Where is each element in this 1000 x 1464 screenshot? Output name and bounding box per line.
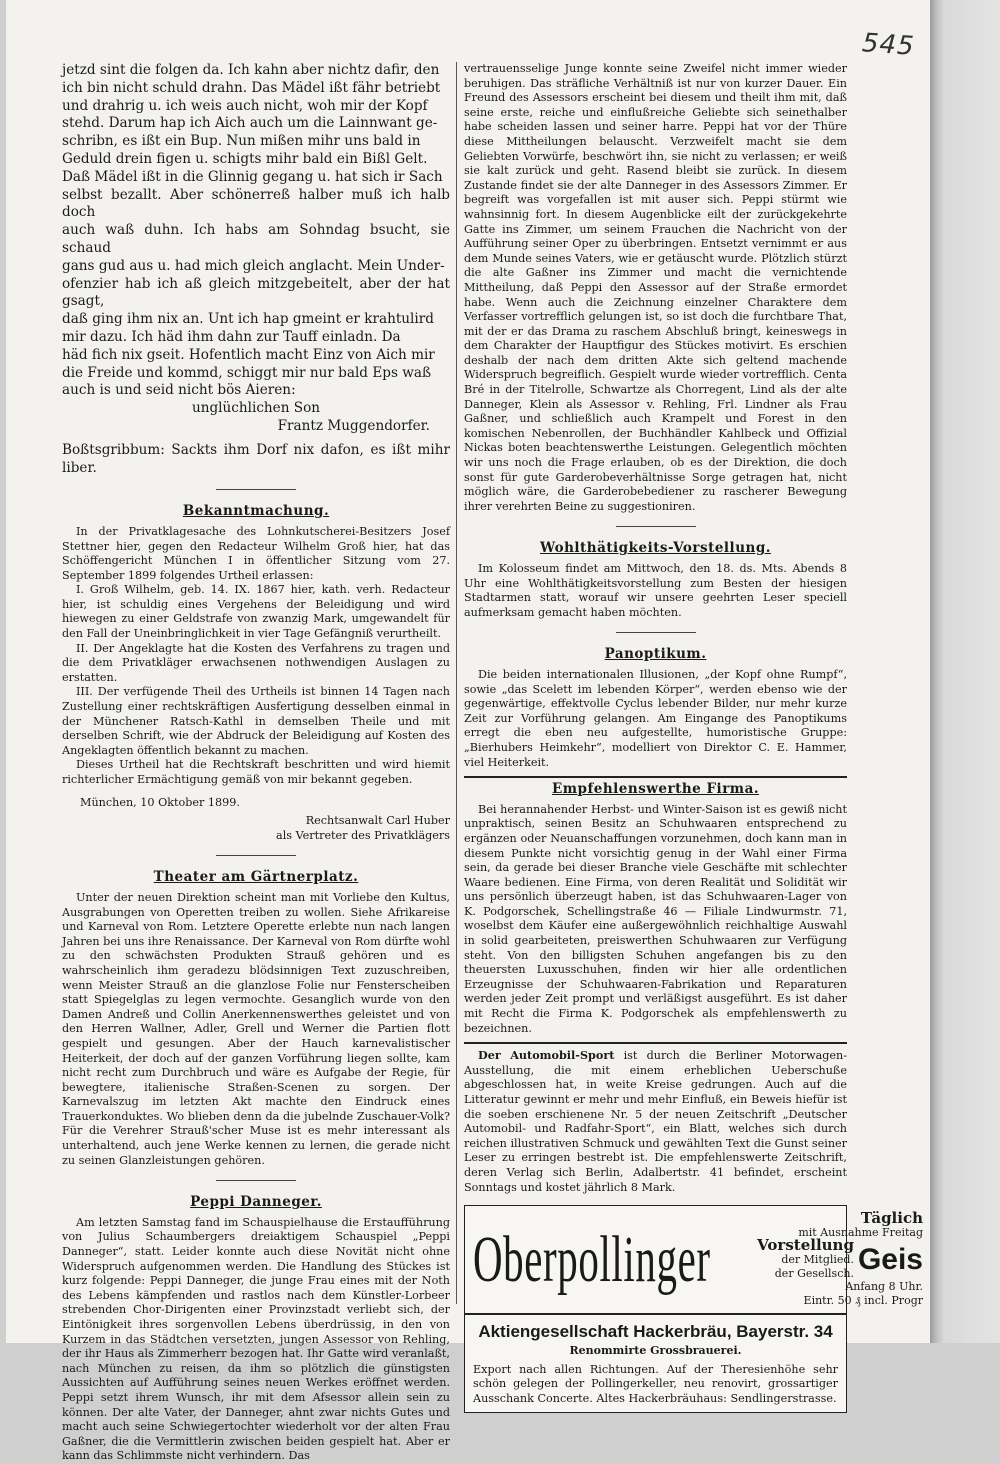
letter-line: ofenzier hab ich aß gleich mitzgebeitelt, aber der hat gsagt, — [62, 275, 450, 310]
automobil-lead: Der Automobil-Sport — [478, 1048, 615, 1063]
paragraph: vertrauensselige Junge konnte seine Zweifel nicht immer wieder beruhigen. Das sträfliche Verhältniß ist nur von kurzer Dauer. Ein Freund des Assessors erscheint bei diesem und theilt ihm mit, daß seine erste, reiche und einflußreiche Geliebte sich seinethalber habe scheiden lassen und seiner harre. Peppi hat vor der Thüre diese Mittheilungen belauscht. Verzweifelt macht sie dem Geliebten Vorwürfe, beschwört ihn, sie nicht zu verlassen; er weiß sie kalt zurück und geht. Rasend bleibt sie zurück. In diesem Zustande findet sie der alte Danneger in des Assessors Zimmer. Er begreift was vorgefallen ist mit auser sich. Peppi stürmt wie wahnsinnig fort. In diesem Augenblicke eilt der zurückgekehrte Gatte ins Zimmer, um seinem Frauchen die Nachricht von der Aufführung seiner Oper zu überbringen. Entsetzt vernimmt er aus dem Munde seines Vaters, wie er getäuscht wurde. Plötzlich stürzt die alte Gaßner ins Zimmer und macht die vernichtende Mittheilung, daß Peppi den Assessor auf der Straße ermordet habe. Wenn auch die Zeichnung einzelner Charaktere dem Verfasser vortrefflich gelungen ist, so ist doch die furchtbare That, mit der er das Drama zu raschem Abschluß bringt, keineswegs in dem Charakter der Hauptfigur des Stückes motivirt. Es erschien deshalb der nach dem dritten Akte sich geltend machende Widerspruch begreiflich. Gespielt wurde wieder vortrefflich. Centa Bré in der Titelrolle, Schwartze als Chorregent, Lind als der alte Danneger, Klein als Assessor v. Rehling, Frl. Lindner als Frau Gaßner, und schließlich auch Krampelt und Forest in den komischen Nebenrollen, der Buchhändler Kahlbeck und Offizial Nickas boten beachtenswerthe Leistungen. Gelegentlich möchten wir uns noch die Frage erlauben, ob es der Direktion, die doch sonst für gute Garderobeverhältnisse Sorge getragen hat, nicht möglich wäre, die Garderobebediener zu rascherer Bewegung ihrer verehrten Beine zu suggestioniren. — [464, 62, 847, 513]
dialect-letter — [62, 62, 450, 477]
letter-line: Daß Mädel ißt in die Glinnig gegang u. hat sich ir Sach — [62, 168, 443, 185]
ad-brewery-subtitle: Renommirte Grossbrauerei. — [569, 1343, 742, 1357]
wohltaetigkeit-section — [464, 541, 847, 620]
ad-daily: Täglich — [860, 1209, 923, 1228]
section-heading: Wohlthätigkeits-Vorstellung. — [540, 540, 771, 557]
automobil-section — [464, 1048, 847, 1195]
section-divider — [616, 632, 696, 633]
left-column — [62, 62, 450, 1464]
notice-date: München, 10 Oktober 1899. — [80, 795, 240, 809]
peppi-continuation — [464, 62, 847, 514]
paragraph: Am letzten Samstag fand im Schauspielhause die Erstaufführung von Julius Schaumbergers dreiaktigem Schauspiel „Peppi Danneger“, statt. Leider konnte auch diese Novität nicht ohne Widerspruch aufgenommen werden. Die Handlung des Stückes ist kurz folgende: Peppi Danneger, die junge Frau eines mit der Noth des Lebens kämpfenden und rastlos nach dem Künstler-Lorbeer strebenden Chor-Dirigenten einer Provinzstadt verliebt sich, der Eintönigkeit ihres sorgenvollen Lebens überdrüssig, in den von Kurzem in das Städtchen versetzten, jungen Assessor von Rehling, der ihr Haus als Zimmerherr bezogen hat. Ihr Gatte wird veranlaßt, nach München zu reisen, da ihm so plötzlich die günstigsten Aussichten auf Aufführung seines neuen Werkes eröffnet werden. Peppi setzt ihrem Wunsch, ihr mit dem Afsessor allein sein zu können. Der alte Vater, der Danneger, ahnt zwar nichts Gutes und macht auch seine Schwiegertochter wiederholt vor der alten Frau Gaßner, die die Vermittlerin zwischen beiden gespielt hat. Aber er kann das Schlimmste nicht verhindern. Das — [62, 1215, 450, 1463]
ad-start-time: Anfang 8 Uhr. — [845, 1280, 923, 1294]
section-divider — [216, 855, 296, 856]
letter-line: die Freide und kommd, schiggt mir nur bald Eps waß — [62, 364, 432, 381]
section-rule — [464, 776, 847, 778]
paragraph: I. Groß Wilhelm, geb. 14. IX. 1867 hier, kath. verh. Redacteur hier, ist schuldig eines Vergehens der Beleidigung und wird hiewegen zu einer Geldstrafe von zwanzig Mark, umgewandelt für den Fall der Uneinbringlichkeit in vier Tage Gefängniß verurtheilt. — [62, 583, 450, 641]
bekanntmachung-section — [62, 504, 450, 843]
ad-society: der Gesellsch. — [774, 1266, 854, 1280]
paragraph: Unter der neuen Direktion scheint man mit Vorliebe den Kultus, Ausgrabungen von Operetten treiben zu wollen. Siehe Afrikareise und Karneval von Rom. Letztere Operette erlebte nun nach langen Jahren bei uns ihre Renaissance. Der Karneval von Rom dürfte wohl zu den schwächsten Produkten Strauß gehören und es wahrscheinlich ihm geradezu blödsinnigen Text zuzuschreiben, wenn Meister Strauß an die glanzlose Folie nur Fensterscheiben statt Spiegelglas zu legen vermochte. Gesanglich wurde von den Damen Andreß und Collin Anerkennenswerthes geleistet und von den Herren Wallner, Adler, Grell und Werner die Partien flott gespielt und gesungen. Aber der Hauch karnevalistischer Heiterkeit, der doch auf der ganzen Vorführung liegen sollte, kam nicht recht zum Durchbruch und wäre es Aufgabe der Regie, für bewegtere, italienische Straßen-Scenen zu sorgen. Der Karnevalszug im letzten Akt machte den Eindruck eines Trauerkonduktes. Wo blieben denn da die jubelnde Zuschauer-Volk? Für die Verehrer Strauß'scher Muse ist es mehr interessant als unterhaltend, auch jene Werke kennen zu lernen, die gerade nicht zu seinen Glanzleistungen gehören. — [62, 890, 450, 1167]
letter-line: gans gud aus u. had mich gleich anglacht. Mein Under- — [62, 257, 445, 274]
letter-signature: Frantz Muggendorfer. — [277, 417, 430, 434]
letter-line: daß ging ihm nix an. Unt ich hap gmeint er krahtulird — [62, 311, 434, 328]
advertisement — [464, 1205, 923, 1413]
letter-line: Geduld drein figen u. schigts mihr bald ein Bißl Gelt. — [62, 150, 428, 167]
paragraph: III. Der verfügende Theil des Urtheils ist binnen 14 Tagen nach Zustellung einer rechtskräftigen Ausfertigung desselben einmal in der Münchener Ratsch-Kathl in demselben Theile und mit derselben Schrift, wie der Abdruck der Beleidigung auf Kosten des Angeklagten öffentlich bekannt zu machen. — [62, 685, 450, 757]
notice-signature-role: als Vertreter des Privatklägers — [276, 828, 450, 842]
notice-signature: Rechtsanwalt Carl Huber — [305, 814, 450, 828]
column-divider — [456, 62, 457, 1304]
section-heading: Panoptikum. — [604, 646, 707, 663]
panoptikum-section — [464, 647, 847, 770]
letter-line: selbst bezallt. Aber schönerreß halber muß ich halb doch — [62, 186, 450, 221]
ad-divider — [465, 1313, 846, 1315]
automobil-text: ist durch die Berliner Motorwagen-Ausstellung, die mit einem erheblichen Ueberschuße abgeschlossen hat, in weite Kreise gedrungen. Auch auf die Litteratur gewinnt er mehr und mehr Einfluß, ein Beweis hiefür ist die soeben erschienene Nr. 5 der neuen Zeitschrift „Deutscher Automobil- und Radfahr-Sport“, ein Blatt, welches sich durch reichen illustrativen Schmuck und gewählten Text die Gunst seiner Leser zu erringen bestrebt ist. Die empfehlenswerte Zeitschrift, deren Verlag sich Berlin, Adalbertstr. 41 befindet, erscheint Sonntags und kostet jährlich 8 Mark. — [464, 1049, 848, 1194]
section-divider — [216, 489, 296, 490]
paragraph: Im Kolosseum findet am Mittwoch, den 18. ds. Mts. Abends 8 Uhr eine Wohlthätigkeitsvorstellung zum Besten der hiesigen Stadtarmen statt, worauf wir unsere geehrten Leser speciell aufmerksam gemacht haben möchten. — [464, 562, 847, 619]
paragraph: In der Privatklagesache des Lohnkutscherei-Besitzers Josef Stettner hier, gegen den Redacteur Wilhelm Groß hier, hat das Schöffengericht München I in öffentlicher Sitzung vom 27. September 1899 folgendes Urtheil erlassen: — [62, 524, 450, 582]
letter-line: und drahrig u. ich weis auch nicht, woh mir der Kopf — [62, 97, 428, 114]
letter-postscript: Boßtsgribbum: Sackts ihm Dorf nix dafon, es ißt mihr liber. — [62, 441, 450, 476]
section-heading: Peppi Danneger. — [190, 1194, 322, 1211]
page-edge-shadow — [930, 0, 1000, 1343]
paragraph: II. Der Angeklagte hat die Kosten des Verfahrens zu tragen und die dem Privatkläger erwachsenen nothwendigen Auslagen zu erstatten. — [62, 641, 450, 684]
ad-hackerbraeu: Aktiengesellschaft Hackerbräu, Bayerstr. 34 — [478, 1321, 833, 1341]
ad-entry: Eintr. 50 ₰ incl. Progr — [803, 1293, 923, 1307]
ad-geis: Geis — [857, 1242, 923, 1276]
section-heading: Bekanntmachung. — [182, 503, 330, 520]
ad-export-text: Export nach allen Richtungen. Auf der Theresienhöhe sehr schön gelegen der Pollingerkeller, neu renovirt, grossartiger Ausschank Concerte. Altes Hackerbräuhaus: Sendlingerstrasse. — [473, 1363, 838, 1405]
letter-line: auch is und seid nicht bös Aieren: — [62, 382, 296, 399]
letter-line: mir dazu. Ich häd ihm dahn zur Tauff einladn. Da — [62, 328, 401, 345]
right-column — [464, 62, 923, 1413]
letter-line: schribn, es ißt ein Bup. Nun mißen mihr uns bald in — [62, 133, 421, 150]
letter-line: stehd. Darum hap ich Aich auch um die Lainnwant ge- — [62, 115, 438, 132]
section-divider — [616, 526, 696, 527]
letter-line: auch waß duhn. Ich habs am Sohndag bsucht, sie schaud — [62, 222, 450, 256]
paragraph: Die beiden internationalen Illusionen, „der Kopf ohne Rumpf“, sowie „das Scelett im lebenden Körper“, werden ebenso wie der gegenwärtige, effektvolle Cyclus lebender Bilder, nur mehr kurze Zeit zur Vorführung gelangen. Am Eingange des Panoptikums erregt die eben neu aufgestellte, humoristische Gruppe: „Bierhubers Heimkehr“, modelliert von Direktor C. E. Hammer, viel Heiterkeit. — [464, 667, 847, 769]
section-rule — [464, 1042, 847, 1044]
section-divider — [216, 1180, 296, 1181]
section-heading: Theater am Gärtnerplatz. — [153, 869, 359, 886]
ad-show-info — [757, 1209, 923, 1307]
letter-line: jetzd sint die folgen da. Ich kahn aber nichtz dafir, den — [62, 62, 440, 78]
ad-show: Vorstellung — [757, 1236, 854, 1255]
paragraph: Bei herannahender Herbst- und Winter-Saison ist es gewiß nicht unpraktisch, seinen Besitz an Schuhwaaren entsprechend zu ergänzen oder Neuanschaffungen vorzunehmen, doch kann man in diesem Punkte nicht vorsichtig genug in der Wahl einer Firma sein, da gerade bei dieser Branche viele Geschäfte mit schlechter Waare bedienen. Eine Firma, von deren Realität und Solidität wir uns persönlich überzeugt haben, ist das Schuhwaaren-Lager von K. Podgorschek, Schellingstraße 46 — Filiale Lindwurmstr. 71, woselbst dem Käufer eine außergewöhnlich reichhaltige Auswahl in solid gearbeiteten, preiswerthen Schuhwaaren zur Verfügung steht. Von den billigsten Schuhen angefangen bis zu den theuersten Luxusschuhen, finden wir hier alle ordentlichen Erzeugnisse der Schuhwaaren-Fabrikation und Reparaturen werden jeder Zeit prompt und verläßigst ausgeführt. Es ist daher mit Recht die Firma K. Podgorschek als empfehlenswerth zu bezeichnen. — [464, 802, 847, 1035]
letter-closing: unglüchlichen Son — [191, 400, 321, 417]
section-heading: Empfehlenswerthe Firma. — [551, 781, 760, 798]
peppi-section — [62, 1195, 450, 1464]
theater-section — [62, 870, 450, 1168]
handwritten-page-number: 545 — [861, 28, 916, 62]
paragraph: Dieses Urtheil hat die Rechtskraft beschritten und wird hiemit richterlicher Ermächtigung gemäß von mir bekannt gegeben. — [62, 758, 450, 787]
ad-brand-oberpollinger: Oberpollinger — [473, 1222, 711, 1296]
letter-line: ich bin nicht schuld drahn. Das Mädel ißt fähr betriebt — [62, 79, 441, 96]
ad-top-row — [473, 1209, 923, 1307]
ad-members: der Mitglied. — [781, 1252, 854, 1266]
letter-line: häd fich nix gseit. Hofentlich macht Einz von Aich mir — [62, 346, 435, 363]
ad-exception: mit Ausnahme Freitag — [798, 1225, 923, 1239]
firma-section — [464, 782, 847, 1036]
